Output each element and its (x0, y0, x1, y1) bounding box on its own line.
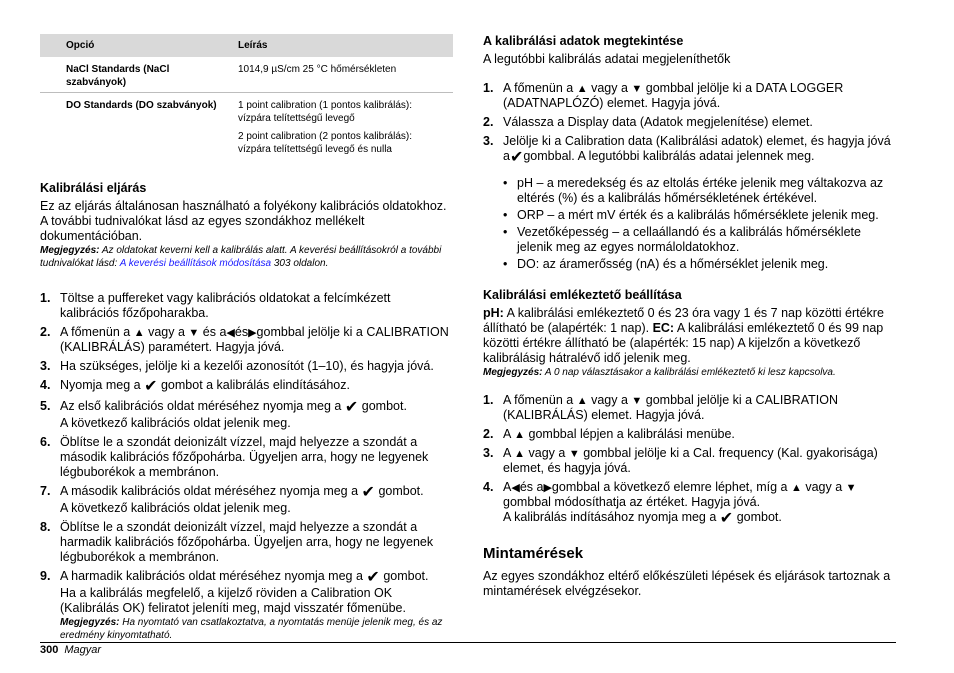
step-text: A főmenün a (60, 325, 131, 339)
samples-text: Az egyes szondákhoz eltérő előkészületi lépések és eljárások tartoznak a mintamérések elvégzésekor. (483, 569, 891, 598)
calibration-intro: Ez az eljárás általánosan használható a folyékony kalibrációs oldatokhoz. A további tudnivalókat lásd az egyes szondákhoz mellékelt dokumentációban. (40, 199, 447, 243)
step-text: gombot. (383, 569, 429, 583)
up-arrow-icon: ▲ (514, 429, 526, 441)
step-text: gombbal jelölje ki a DATA LOGGER (ADATNAPLÓZÓ) elemet. Hagyja jóvá. (503, 81, 844, 110)
step-number: 1. (483, 81, 494, 95)
list-item (483, 115, 896, 130)
description-text: 1 point calibration (1 pontos kalibrálás): vízpára telítettségű levegő (238, 100, 412, 124)
table-cell-description (230, 57, 453, 93)
table-row (40, 57, 453, 93)
calibration-steps (40, 291, 453, 642)
list-item (483, 393, 896, 423)
step-text: A második kalibrációs oldat méréséhez nyomja meg a (60, 484, 359, 498)
up-arrow-icon: ▲ (514, 448, 526, 460)
section-heading-samples: Mintamérések (483, 545, 584, 562)
step-text: A főmenün a (503, 393, 574, 407)
step-number: 6. (40, 435, 51, 449)
step-text: vagy a (148, 325, 185, 339)
step-text: gombbal jelölje ki a CALIBRATION (KALIBRÁLÁS) paramétert. Hagyja jóvá. (60, 325, 449, 354)
down-arrow-icon: ▼ (845, 482, 857, 494)
reminder-description (483, 306, 896, 366)
note-text: A 0 nap választásakor a kalibrálási emlékeztető ki lesz kapcsolva. (544, 367, 836, 378)
down-arrow-icon: ▼ (188, 327, 200, 339)
right-column (483, 34, 896, 599)
checkmark-icon: ✔ (719, 510, 734, 527)
view-data-steps (483, 81, 896, 166)
step-number: 3. (40, 359, 51, 373)
step-number: 7. (40, 484, 51, 498)
checkmark-icon: ✔ (361, 484, 375, 501)
list-item (40, 399, 453, 431)
step-text: A (503, 480, 512, 494)
view-data-bullets (483, 176, 896, 272)
down-arrow-icon: ▼ (631, 395, 643, 407)
page-number: 300 (40, 644, 59, 656)
list-item (503, 176, 896, 206)
note-text: 303 oldalon. (273, 258, 329, 269)
step-text: Nyomja meg a (60, 378, 141, 392)
bullet-text: pH – a meredekség és az eltolás értéke jelenik meg váltakozva az eltérés (%) és a kalibrálás hőmérsékletének értékével. (517, 176, 884, 205)
step-text: vagy a (591, 393, 628, 407)
checkmark-icon: ✔ (344, 399, 359, 416)
step-result: Ha a kalibrálás megfelelő, a kijelző röviden a Calibration OK (Kalibrálás OK) feliratot jeleníti meg, majd visszatér főmenübe. (60, 586, 406, 615)
table-cell-option: NaCl Standards (NaCl szabványok) (66, 64, 170, 88)
table-header-row (40, 34, 453, 57)
list-item (40, 520, 453, 565)
step-text: és (234, 325, 249, 339)
description-text: 1014,9 µS/cm 25 °C hőmérsékleten (238, 64, 397, 75)
step-text: Az első kalibrációs oldat méréséhez nyomja meg a (60, 399, 342, 413)
step-text: gombbal jelölje ki a Cal. frequency (Kal. gyakorisága) elemet, és hagyja jóvá. (503, 446, 878, 475)
table-header-option: Opció (40, 34, 230, 57)
up-arrow-icon: ▲ (576, 395, 588, 407)
list-item (40, 378, 453, 395)
table-header-description: Leírás (230, 34, 453, 57)
table-cell-description (230, 93, 453, 165)
step-text: vagy a (591, 81, 628, 95)
ec-label: EC: (652, 321, 675, 335)
note-text: Ha nyomtató van csatlakoztatva, a nyomtatás menüje jelenik meg, és az eredmény kinyomtatható. (60, 617, 443, 641)
reminder-steps (483, 393, 896, 527)
footer-divider (40, 642, 896, 643)
step-text: gombbal jelölje ki a CALIBRATION (KALIBRÁLÁS) elemet. Hagyja jóvá. (503, 393, 838, 422)
left-column (40, 34, 453, 642)
list-item (483, 427, 896, 442)
ph-text: A kalibrálási emlékeztető 0 és 23 óra vagy 1 és 7 nap közötti értékre állítható be (alapérték: 1 nap). (483, 306, 884, 335)
list-item (40, 359, 453, 374)
note-label: Megjegyzés: (40, 245, 100, 256)
step-number: 3. (483, 446, 494, 460)
step-text: Öblítse le a szondát deionizált vízzel, majd helyezze a szondát a harmadik kalibrációs főzőpohárba. Ügyeljen arra, hogy ne legyenek légbuborékok a membránon. (60, 520, 434, 564)
list-item (40, 291, 453, 321)
step-text: és a (202, 325, 227, 339)
step-note (60, 616, 453, 642)
description-text: 2 point calibration (2 pontos kalibrálás): vízpára telítettségű levegő és nulla (238, 131, 412, 155)
bullet-marker: • (503, 208, 508, 222)
list-item (483, 446, 896, 476)
step-number: 3. (483, 134, 494, 148)
step-text: Ha szükséges, jelölje ki a kezelői azonosítót (1–10), és hagyja jóvá. (60, 359, 434, 373)
view-data-intro: A legutóbbi kalibrálás adatai megjeleníthetők (483, 52, 731, 66)
step-text: Jelölje ki a Calibration data (Kalibrálási adatok) elemet, és hagyja jóvá a (503, 134, 891, 163)
step-result: gombot. (736, 510, 782, 524)
ph-label: pH: (483, 306, 504, 320)
checkmark-icon: ✔ (509, 149, 524, 166)
bullet-text: Vezetőképesség – a cellaállandó és a kalibrálás hőmérséklete jelenik meg az egyes normáloldatokhoz. (517, 225, 861, 254)
step-text: gombbal a következő elemre léphet, míg a (551, 480, 788, 494)
step-text: gombot. (378, 484, 424, 498)
step-text: A harmadik kalibrációs oldat méréséhez nyomja meg a (60, 569, 363, 583)
step-text: A (503, 446, 511, 460)
down-arrow-icon: ▼ (568, 448, 580, 460)
list-item (503, 208, 896, 223)
step-text: gombbal. A legutóbbi kalibrálás adatai jelennek meg. (523, 149, 815, 163)
list-item (483, 81, 896, 111)
step-text: A (503, 427, 511, 441)
step-number: 8. (40, 520, 51, 534)
right-arrow-icon: ▶ (543, 482, 552, 494)
bullet-text: ORP – a mért mV érték és a kalibrálás hőmérséklete jelenik meg. (517, 208, 879, 222)
list-item (40, 569, 453, 642)
note-label: Megjegyzés: (60, 617, 120, 628)
checkmark-icon: ✔ (366, 569, 380, 586)
reminder-note (483, 366, 896, 379)
bullet-marker: • (503, 257, 508, 271)
step-number: 9. (40, 569, 51, 583)
down-arrow-icon: ▼ (631, 83, 643, 95)
list-item (40, 435, 453, 480)
step-number: 2. (483, 115, 494, 129)
step-number: 4. (40, 378, 51, 392)
right-arrow-icon: ▶ (248, 327, 257, 339)
note-label: Megjegyzés: (483, 367, 543, 378)
list-item (503, 225, 896, 255)
left-arrow-icon: ◀ (511, 482, 520, 494)
options-table (40, 34, 453, 164)
step-text: és a (519, 480, 544, 494)
step-text: gombot a kalibrálás elindításához. (160, 378, 350, 392)
checkmark-icon: ✔ (144, 378, 158, 395)
bullet-marker: • (503, 225, 508, 239)
step-text: vagy a (528, 446, 566, 460)
ec-text: A kalibrálási emlékeztető 0 és 99 nap közötti értékre állítható be (alapérték: 15 nap) A kijelzőn a következő kalibrálásig hátralévő idő jelenik meg. (483, 321, 884, 365)
stirring-settings-link[interactable]: A keverési beállítások módosítása (119, 258, 272, 269)
table-cell-option: DO Standards (DO szabványok) (40, 93, 230, 165)
step-result: A következő kalibrációs oldat jelenik meg. (60, 501, 291, 515)
list-item (483, 134, 896, 166)
step-number: 2. (483, 427, 494, 441)
list-item (503, 257, 896, 272)
step-text: Töltse a puffereket vagy kalibrációs oldatokat a felcímkézett kalibrációs főzőpoharakba. (60, 291, 391, 320)
step-number: 4. (483, 480, 494, 494)
page-footer (40, 644, 101, 656)
step-text: gombbal lépjen a kalibrálási menübe. (528, 427, 735, 441)
left-arrow-icon: ◀ (226, 327, 235, 339)
section-heading-calibration-procedure: Kalibrálási eljárás (40, 181, 147, 195)
step-text: Öblítse le a szondát deionizált vízzel, majd helyezze a szondát a második kalibrációs főzőpohárba. Ügyeljen arra, hogy ne legyenek légbuborékok a membránon. (60, 435, 429, 479)
table-row (40, 93, 453, 165)
step-result: A kalibrálás indításához nyomja meg a (503, 510, 717, 524)
footer-language: Magyar (64, 644, 102, 656)
list-item (40, 325, 453, 355)
list-item (483, 480, 896, 527)
step-result: A következő kalibrációs oldat jelenik meg. (60, 416, 291, 430)
up-arrow-icon: ▲ (790, 482, 802, 494)
step-text: Válassza a Display data (Adatok megjelenítése) elemet. (503, 115, 813, 129)
section-heading-reminder: Kalibrálási emlékeztető beállítása (483, 288, 682, 302)
up-arrow-icon: ▲ (576, 83, 588, 95)
step-number: 2. (40, 325, 51, 339)
section-heading-view-data: A kalibrálási adatok megtekintése (483, 34, 684, 48)
step-text: vagy a (805, 480, 843, 494)
step-text: gombbal módosíthatja az értéket. Hagyja jóvá. (503, 495, 761, 509)
step-number: 5. (40, 399, 51, 413)
list-item (40, 484, 453, 516)
step-number: 1. (40, 291, 51, 305)
note-text: Az oldatokat keverni kell a kalibrálás alatt. A keverési beállításokról a további tudnivalókat lásd: (40, 245, 442, 269)
up-arrow-icon: ▲ (133, 327, 145, 339)
step-text: A főmenün a (503, 81, 574, 95)
bullet-text: DO: az áramerősség (nA) és a hőmérséklet jelenik meg. (517, 257, 829, 271)
bullet-marker: • (503, 176, 508, 190)
step-text: gombot. (361, 399, 407, 413)
calibration-note (40, 244, 453, 270)
step-number: 1. (483, 393, 494, 407)
